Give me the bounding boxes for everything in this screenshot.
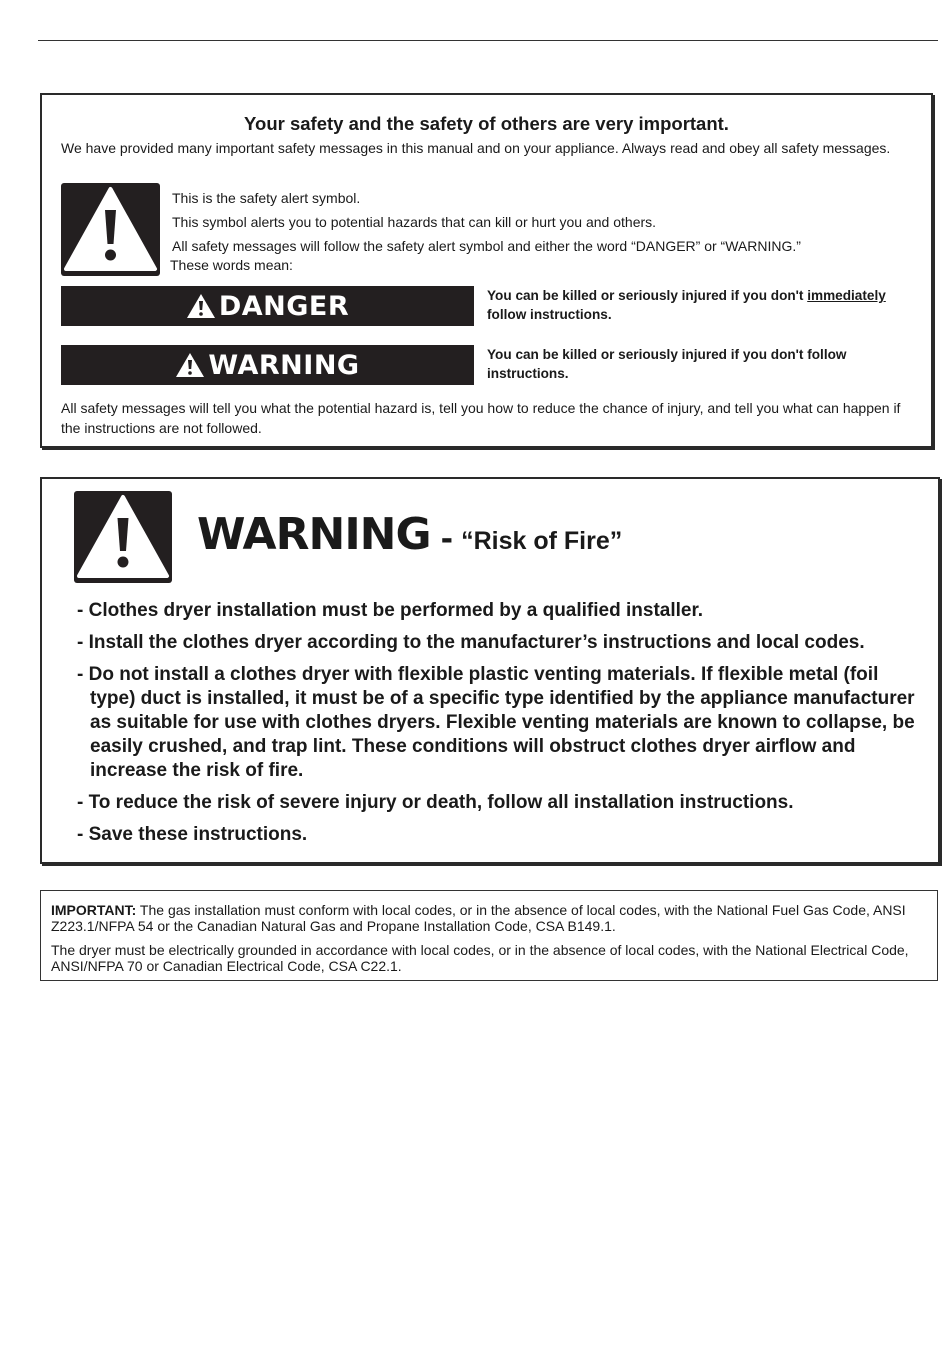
warning-band [61, 345, 474, 385]
list-item: - Clothes dryer installation must be performed by a qualified installer. [77, 600, 704, 621]
fire-warning-box [40, 477, 940, 864]
symbol-line-4: These words mean: [170, 257, 293, 273]
warning-alert-icon [175, 352, 205, 378]
warning-text: You can be killed or seriously injured if you don't follow instructions. [487, 347, 847, 381]
safety-alert-icon [61, 183, 160, 276]
list-item: - Install the clothes dryer according to the manufacturer’s instructions and local codes. [77, 632, 865, 653]
safety-box [40, 93, 933, 448]
danger-band [61, 286, 474, 326]
important-box [40, 890, 938, 981]
important-gas-text: The gas installation must conform with local codes, or in the absence of local codes, with the National Fuel Gas Code, ANSI Z223.1/NFPA 54 or the Canadian Natural Gas and Propane Installation Code, CSA B149.1. [51, 902, 906, 934]
symbol-line-2: This symbol alerts you to potential hazards that can kill or hurt you and others. [172, 214, 657, 230]
danger-text-after: follow instructions. [487, 307, 612, 322]
danger-text-emphasis: immediately [807, 288, 886, 303]
symbol-line-1: This is the safety alert symbol. [172, 190, 361, 206]
safety-title: Your safety and the safety of others are very important. [244, 113, 729, 134]
header-rule [38, 40, 938, 41]
fire-heading [197, 509, 622, 560]
warning-label: WARNING [208, 349, 360, 381]
safety-footer: All safety messages will tell you what the potential hazard is, tell you how to reduce the chance of injury, and tell you what can happen if the instructions are not followed. [61, 400, 901, 436]
symbol-line-3: All safety messages will follow the safety alert symbol and either the word “DANGER” or “WARNING.” [172, 238, 801, 254]
important-electrical-note: The dryer must be electrically grounded in accordance with local codes, or in the absence of local codes, with the National Electrical Code, ANSI/NFPA 70 or Canadian Electrical Code, CSA C22.1. [51, 942, 909, 974]
danger-label: DANGER [218, 290, 350, 322]
fire-subheading: “Risk of Fire” [461, 527, 623, 555]
list-item: - To reduce the risk of severe injury or death, follow all installation instructions. [77, 792, 794, 813]
danger-text-before: You can be killed or seriously injured if you don't [487, 288, 808, 303]
important-gas-note [51, 902, 911, 934]
important-label: IMPORTANT: [51, 902, 137, 918]
fire-heading-word: WARNING [197, 509, 431, 560]
list-item: - Save these instructions. [77, 824, 308, 845]
fire-alert-icon [74, 491, 172, 583]
danger-text [487, 286, 927, 324]
safety-intro: We have provided many important safety messages in this manual and on your appliance. Always read and obey all safety messages. [61, 140, 891, 156]
list-item: - Do not install a clothes dryer with flexible plastic venting materials. If flexible metal (foil type) duct is installed, it must be of a specific type identified by the appliance manufacturer as suitable for use with clothes dryers. Flexible venting materials are known to collapse, be easily crushed, and trap lint. These conditions will obstruct clothes dryer airflow and increase the risk of fire. [77, 664, 915, 781]
fire-warning-list [77, 599, 917, 855]
danger-alert-icon [186, 293, 216, 319]
fire-heading-dash: - [440, 522, 454, 557]
